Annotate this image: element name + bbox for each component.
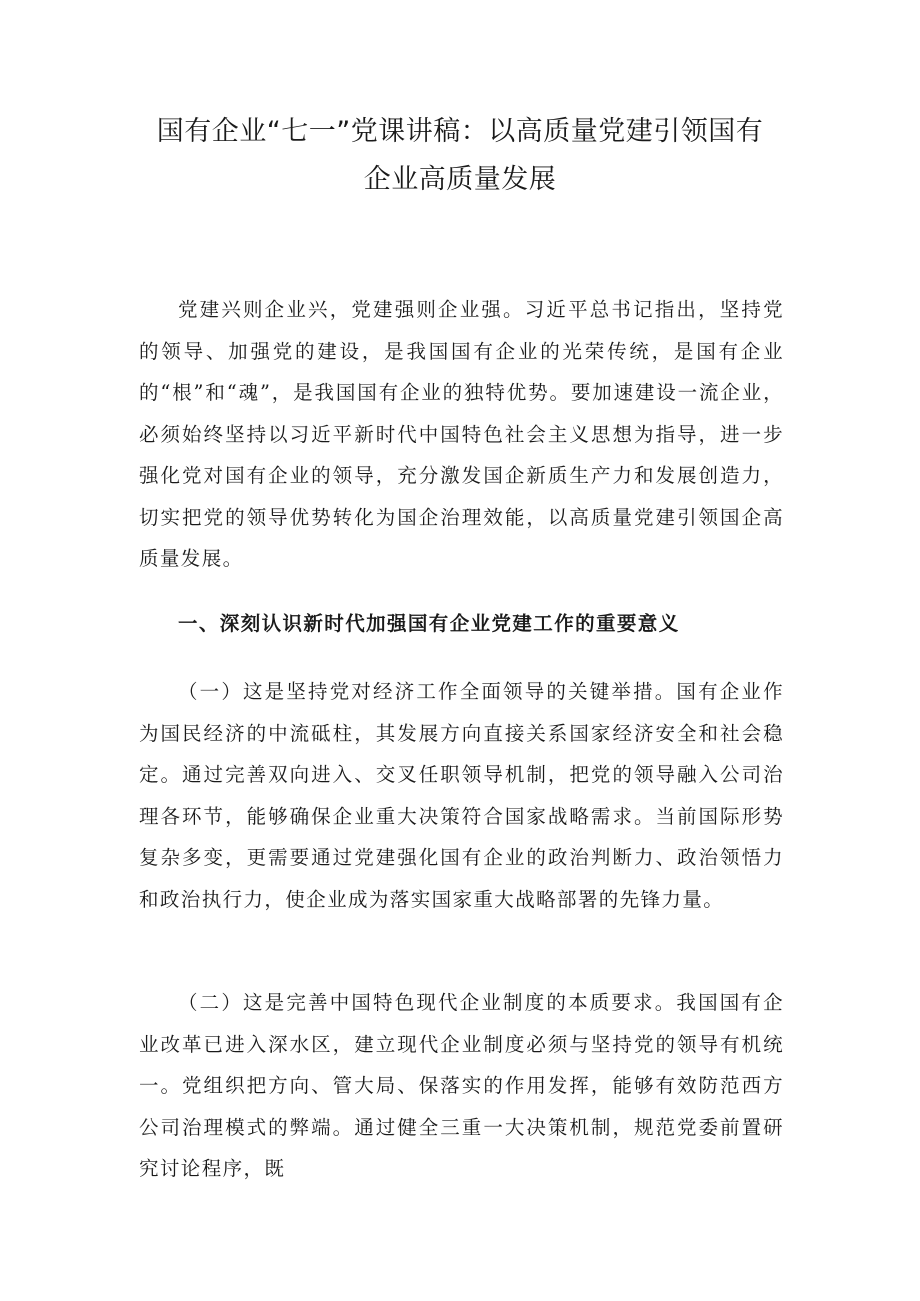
document-title-line-2: 企业高质量发展: [363, 164, 557, 195]
document-title: [130, 108, 790, 204]
paragraph-2: （二）这是完善中国特色现代企业制度的本质要求。我国国有企业改革已进入深水区，建立现代企业制度必须与坚持党的领导有机统一。党组织把方向、管大局、保落实的作用发挥，能够有效防范西方公司治理模式的弊端。通过健全三重一大决策机制，规范党委前置研究讨论程序，既: [139, 991, 784, 1180]
intro-paragraph: 党建兴则企业兴，党建强则企业强。习近平总书记指出，坚持党的领导、加强党的建设，是我国国有企业的光荣传统，是国有企业的“根”和“魂”，是我国国有企业的独特优势。要加速建设一流企业，必须始终坚持以习近平新时代中国特色社会主义思想为指导，进一步强化党对国有企业的领导，充分激发国企新质生产力和发展创造力，切实把党的领导优势转化为国企治理效能，以高质量党建引领国企高质量发展。: [139, 298, 784, 570]
paragraph-1: （一）这是坚持党对经济工作全面领导的关键举措。国有企业作为国民经济的中流砥柱，其发展方向直接关系国家经济安全和社会稳定。通过完善双向进入、交叉任职领导机制，把党的领导融入公司治理各环节，能够确保企业重大决策符合国家战略需求。当前国际形势复杂多变，更需要通过党建强化国有企业的政治判断力、政治领悟力和政治执行力，使企业成为落实国家重大战略部署的先锋力量。: [139, 680, 784, 911]
document-title-line-1: 国有企业“七一”党课讲稿：以高质量党建引领国有: [156, 116, 764, 147]
section-1-heading: 一、深刻认识新时代加强国有企业党建工作的重要意义: [178, 612, 680, 635]
